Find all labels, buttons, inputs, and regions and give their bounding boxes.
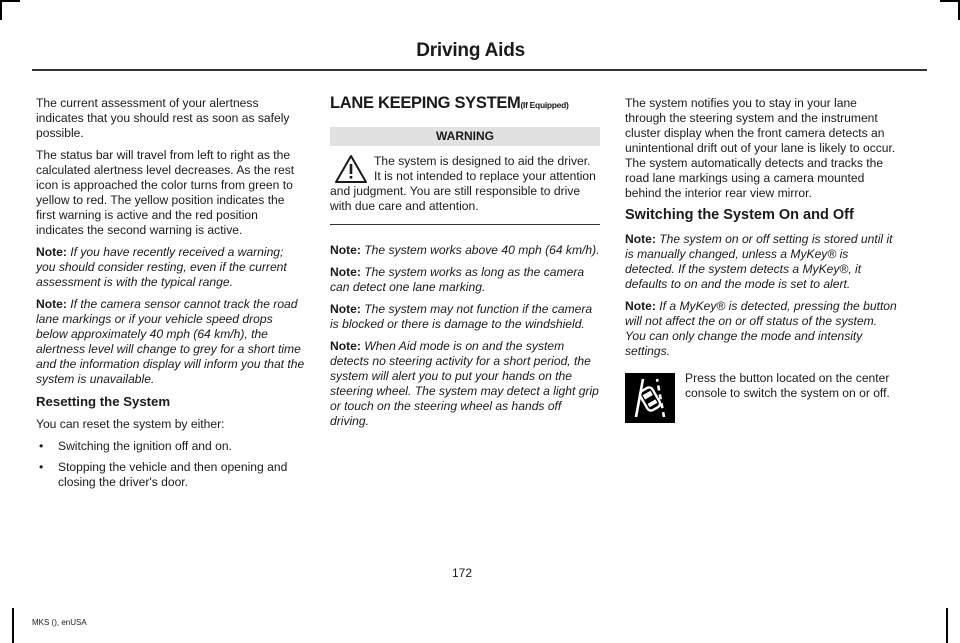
note-text: The system works above 40 mph (64 km/h). (364, 243, 600, 257)
note-text: The system on or off setting is stored until it is manually changed, unless a MyKey® is detected. If the system detects a MyKey®, it defaults to on and the mode is set to alert. (625, 232, 893, 291)
note-label: Note: (625, 232, 656, 246)
left-column (36, 96, 306, 496)
note-label: Note: (36, 297, 67, 311)
note-label: Note: (330, 265, 361, 279)
note-text: If the camera sensor cannot track the road lane markings or if your vehicle speed drops below approximately 40 mph (64 km/h), the alertness level will change to grey for a short time and the information display will inform you that the system is unavailable. (36, 297, 305, 386)
note-text: If a MyKey® is detected, pressing the button will not affect the on or off status of the system. You can only change the mode and intensity settings. (625, 299, 897, 358)
right-column (625, 96, 897, 427)
footer-model: MKS (), enUSA (32, 618, 87, 627)
bullet-list (36, 439, 306, 490)
note (625, 232, 897, 292)
section-qualifier: (If Equipped) (520, 100, 569, 110)
crop-mark (12, 608, 14, 643)
section-title (330, 96, 600, 113)
crop-mark (958, 0, 960, 20)
list-item: • Switching the ignition off and on. (36, 439, 306, 454)
note (330, 243, 600, 258)
note-text: The system works as long as the camera can detect one lane marking. (330, 265, 585, 294)
crop-mark (0, 0, 20, 2)
middle-column (330, 96, 600, 436)
section-title-text: LANE KEEPING SYSTEM (330, 94, 521, 112)
subheading: Resetting the System (36, 394, 171, 409)
note-label: Note: (330, 339, 361, 353)
paragraph: You can reset the system by either: (36, 417, 225, 431)
crop-mark (0, 0, 2, 20)
note (36, 245, 306, 290)
note (330, 339, 600, 429)
paragraph: The status bar will travel from left to right as the calculated alertness level decreases. As the rest icon is approached the color turns from green to yellow to red. The yellow position indicates the first warning is active and the red position indicates the second warning is active. (36, 148, 295, 237)
note (625, 299, 897, 359)
note-text: If you have recently received a warning; you should consider resting, even if the current assessment is with the typical range. (36, 245, 287, 289)
list-item: • Stopping the vehicle and then opening and closing the driver's door. (36, 460, 306, 490)
note-text: When Aid mode is on and the system detects no steering activity for a short period, the system will alert you to put your hands on the steering wheel. The system may detect a light grip or touch on the steering wheel as hands off driving. (330, 339, 599, 428)
warning-text: The system is designed to aid the driver. It is not intended to replace your attention and judgment. You are still responsible to drive with due care and attention. (330, 154, 596, 213)
note-label: Note: (36, 245, 67, 259)
paragraph: The current assessment of your alertness indicates that you should rest as soon as safely possible. (36, 96, 290, 140)
warning-heading: WARNING (330, 127, 600, 146)
note-label: Note: (330, 243, 361, 257)
page-number: 172 (452, 566, 473, 580)
page-header-title: Driving Aids (416, 40, 525, 61)
button-instruction (625, 371, 897, 401)
note (36, 297, 306, 387)
warning-body (330, 154, 600, 214)
warning-triangle-icon (334, 154, 368, 184)
button-instruction-text: Press the button located on the center console to switch the system on or off. (685, 371, 890, 400)
crop-mark (946, 608, 948, 643)
header-rule (32, 69, 927, 71)
note-label: Note: (330, 302, 361, 316)
note-text: The system may not function if the camera is blocked or there is damage to the windshield. (330, 302, 593, 331)
warning-rule (330, 224, 600, 225)
lane-keeping-icon (625, 373, 675, 423)
paragraph: The system notifies you to stay in your lane through the steering system and the instrument cluster display when the front camera detects an unintentional drift out of your lane is likely to occur. The system automatically detects and tracks the road lane markings using a camera mounted behind the interior rear view mirror. (625, 96, 896, 200)
note (330, 265, 600, 295)
note (330, 302, 600, 332)
crop-mark (940, 0, 960, 2)
note-label: Note: (625, 299, 656, 313)
subheading: Switching the System On and Off (625, 207, 854, 223)
